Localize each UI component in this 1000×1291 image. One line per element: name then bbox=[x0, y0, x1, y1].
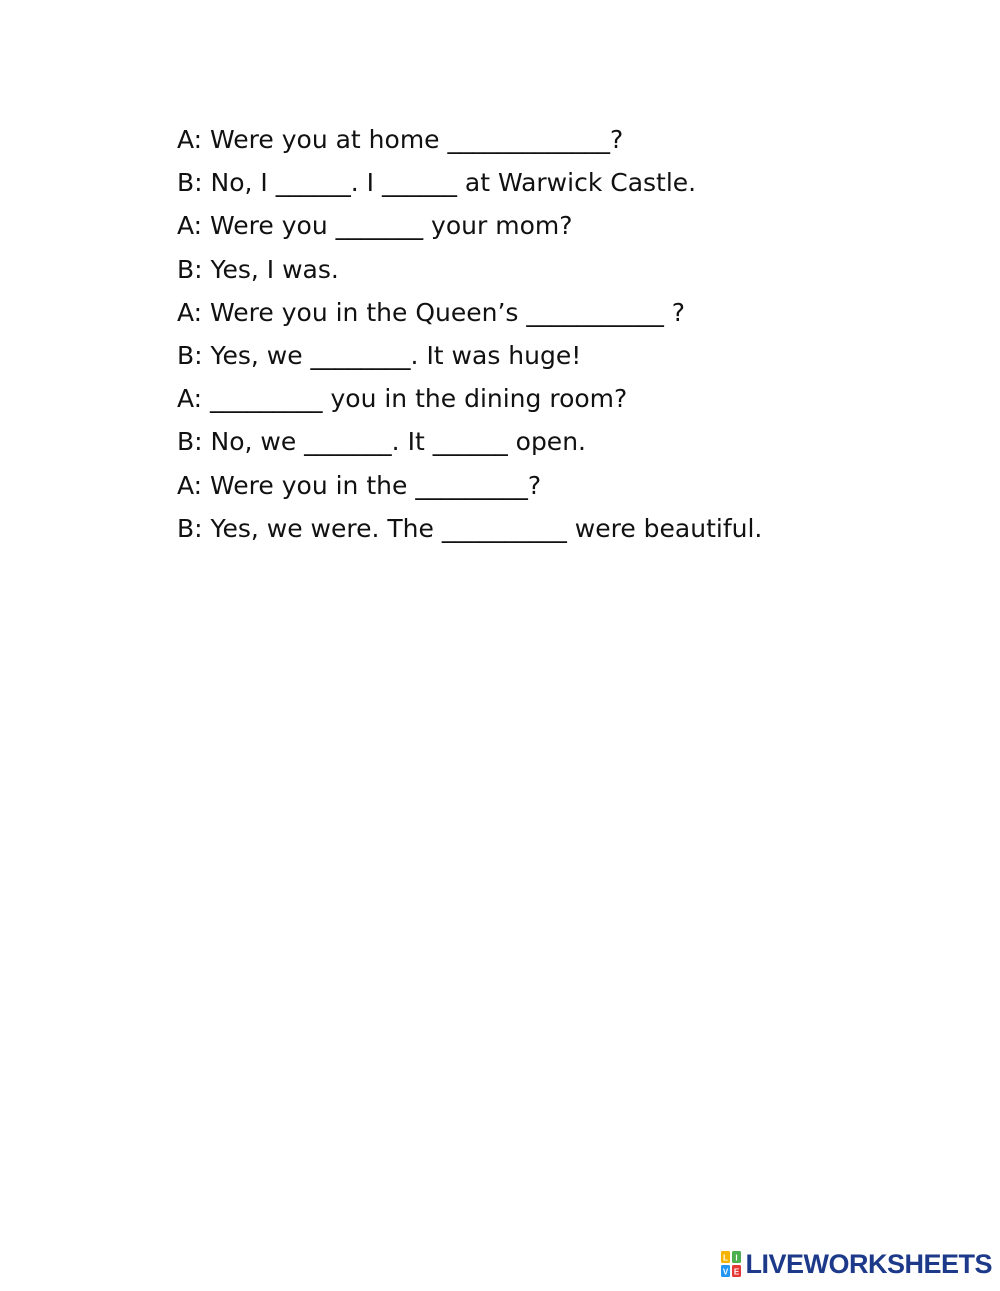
dialogue-line-3: A: Were you _______ your mom? bbox=[177, 211, 573, 241]
dialogue-line-1: A: Were you at home _____________? bbox=[177, 125, 624, 154]
liveworksheets-brand[interactable] bbox=[720, 1249, 992, 1279]
svg-text:V: V bbox=[723, 1267, 729, 1277]
dialogue-line-9: A: Were you in the _________? bbox=[177, 470, 542, 500]
svg-text:E: E bbox=[734, 1267, 740, 1277]
dialogue-line-5: A: Were you in the Queen’s ___________ ? bbox=[177, 297, 686, 327]
dialogue-line-7: A: _________ you in the dining room? bbox=[177, 384, 628, 414]
svg-text:I: I bbox=[735, 1253, 739, 1263]
brand-name: LIVEWORKSHEETS bbox=[745, 1249, 992, 1279]
liveworksheets-logo-icon bbox=[720, 1250, 742, 1278]
dialogue-line-8: B: No, we _______. It ______ open. bbox=[177, 427, 586, 457]
svg-text:L: L bbox=[723, 1253, 729, 1263]
worksheet-dialogue bbox=[177, 118, 957, 550]
dialogue-line-6: B: Yes, we ________. It was huge! bbox=[177, 340, 582, 370]
dialogue-line-10: B: Yes, we were. The __________ were beautiful. bbox=[177, 513, 763, 543]
dialogue-line-2: B: No, I ______. I ______ at Warwick Castle. bbox=[177, 168, 697, 198]
dialogue-line-4: B: Yes, I was. bbox=[177, 254, 339, 284]
